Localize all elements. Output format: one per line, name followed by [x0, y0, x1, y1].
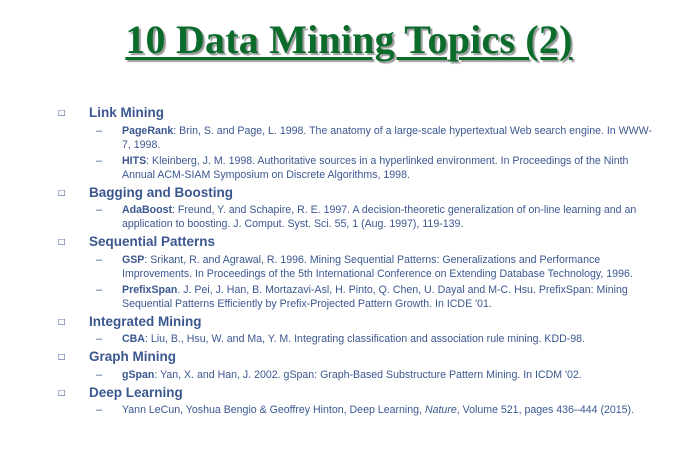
- reference-text: [122, 154, 652, 182]
- dash-bullet-icon: –: [96, 154, 103, 167]
- reference-item: [58, 283, 658, 311]
- reference-citation: : Liu, B., Hsu, W. and Ma, Y. M. Integrating classification and association rule mining. KDD-98.: [144, 333, 586, 345]
- reference-text: [122, 283, 652, 311]
- reference-item: [58, 332, 658, 346]
- topic-item: [58, 184, 658, 202]
- reference-key: AdaBoost: [122, 204, 173, 216]
- topic-label: Sequential Patterns: [89, 234, 216, 249]
- reference-citation: : Yan, X. and Han, J. 2002. gSpan: Graph-Based Substructure Pattern Mining. In ICDM '02.: [154, 368, 582, 381]
- reference-text: [122, 368, 652, 382]
- reference-text: [122, 253, 652, 281]
- square-bullet-icon: □: [58, 108, 66, 117]
- dash-bullet-icon: –: [96, 283, 103, 296]
- square-bullet-icon: □: [58, 352, 66, 361]
- reference-text: [122, 332, 652, 346]
- slide-title: 10 Data Mining Topics (2): [125, 17, 573, 62]
- reference-key: HITS: [122, 154, 147, 167]
- reference-citation: Yann LeCun, Yoshua Bengio & Geoffrey Hinton, Deep Learning,: [122, 404, 425, 416]
- reference-item: [58, 124, 658, 152]
- reference-item: [58, 154, 658, 182]
- dash-bullet-icon: –: [96, 124, 103, 137]
- reference-text: [122, 403, 652, 417]
- reference-citation: : Kleinberg, J. M. 1998. Authoritative sources in a hyperlinked environment. In Proceedings of the Ninth Annual ACM-SIAM Symposium on Discrete Algorithms, 1998.: [122, 154, 629, 181]
- dash-bullet-icon: –: [96, 204, 103, 216]
- dash-bullet-icon: –: [96, 253, 103, 266]
- topic-item: [58, 348, 658, 366]
- reference-key: GSP: [122, 253, 145, 266]
- dash-bullet-icon: –: [96, 333, 103, 345]
- topic-item: [58, 384, 658, 402]
- reference-item: [58, 203, 658, 231]
- topic-item: [58, 233, 658, 251]
- topic-label: Bagging and Boosting: [89, 184, 233, 200]
- topic-label: Integrated Mining: [89, 313, 202, 329]
- reference-item: [58, 403, 658, 417]
- reference-text: [122, 124, 652, 152]
- topic-list: [58, 104, 658, 419]
- reference-citation: : Freund, Y. and Schapire, R. E. 1997. A decision-theoretic generalization of on-line learning and an application to boosting. J. Comput. Syst. Sci. 55, 1 (Aug. 1997), 119-139.: [122, 204, 637, 230]
- reference-key: gSpan: [122, 368, 155, 381]
- topic-item: [58, 313, 658, 331]
- reference-citation-tail: , Volume 521, pages 436–444 (2015).: [456, 404, 635, 416]
- reference-item: [58, 253, 658, 281]
- reference-key: PageRank: [122, 124, 174, 137]
- reference-key: PrefixSpan: [122, 283, 178, 296]
- journal-name: Nature: [424, 404, 457, 416]
- square-bullet-icon: □: [58, 387, 66, 397]
- topic-item: [58, 104, 658, 122]
- dash-bullet-icon: –: [96, 368, 103, 381]
- reference-citation: : Brin, S. and Page, L. 1998. The anatomy of a large-scale hypertextual Web search engine. In WWW-7, 1998.: [122, 124, 652, 151]
- reference-citation: : Srikant, R. and Agrawal, R. 1996. Mining Sequential Patterns: Generalizations and Performance Improvements. In Proceedings of the 5th International Conference on Extending Database Technology, 1996.: [122, 253, 633, 280]
- reference-key: CBA: [122, 333, 145, 345]
- square-bullet-icon: □: [58, 187, 66, 197]
- reference-text: [122, 203, 652, 231]
- reference-item: [58, 368, 658, 382]
- dash-bullet-icon: –: [96, 404, 103, 416]
- topic-label: Graph Mining: [89, 349, 176, 364]
- square-bullet-icon: □: [58, 237, 66, 246]
- square-bullet-icon: □: [58, 316, 66, 326]
- topic-label: Deep Learning: [89, 384, 183, 400]
- topic-label: Link Mining: [89, 105, 164, 120]
- reference-citation: . J. Pei, J. Han, B. Mortazavi-Asl, H. Pinto, Q. Chen, U. Dayal and M-C. Hsu. PrefixSpan: Mining Sequential Patterns Efficiently by Prefix-Projected Pattern Growth. In ICDE '01.: [122, 283, 628, 310]
